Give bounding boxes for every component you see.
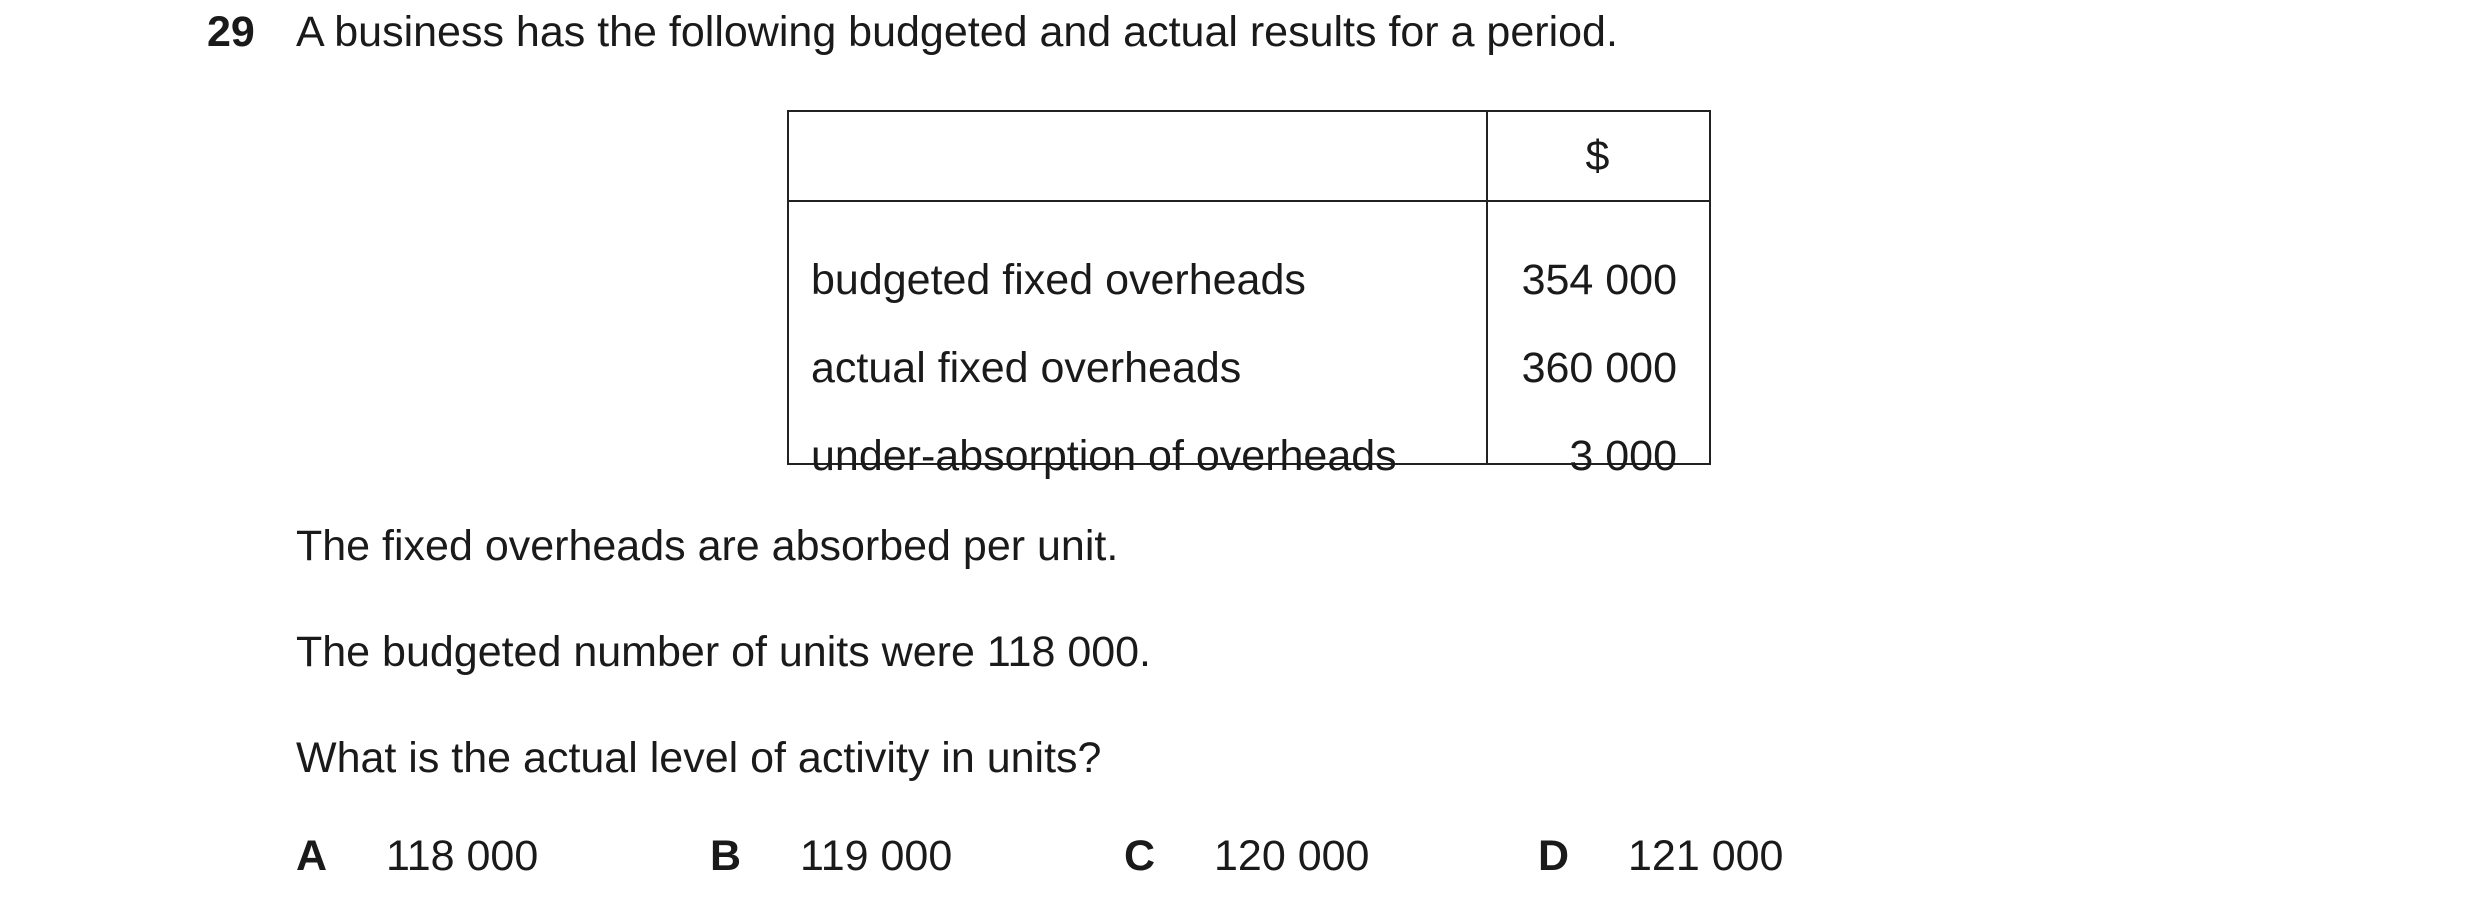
option-value: 118 000 — [386, 832, 539, 880]
option-value: 119 000 — [800, 832, 953, 880]
option-d[interactable] — [1538, 830, 1783, 882]
table-row — [789, 324, 1709, 412]
data-table — [787, 110, 1711, 480]
paragraph-question: What is the actual level of activity in units? — [296, 734, 1102, 782]
option-letter: D — [1538, 832, 1570, 880]
row-label: budgeted fixed overheads — [811, 255, 1306, 304]
option-value: 120 000 — [1214, 832, 1370, 880]
option-letter: A — [296, 832, 328, 880]
paragraph-budgeted-units: The budgeted number of units were 118 000. — [296, 628, 1152, 676]
paragraph-absorption: The fixed overheads are absorbed per unit. — [296, 522, 1119, 570]
row-value: 354 000 — [1521, 255, 1677, 304]
question-stem: A business has the following budgeted and actual results for a period. — [296, 8, 1618, 56]
row-value: 360 000 — [1521, 343, 1677, 392]
question-number: 29 — [207, 8, 255, 56]
row-value: 3 000 — [1569, 431, 1677, 480]
option-c[interactable] — [1124, 830, 1369, 882]
option-a[interactable] — [296, 830, 538, 882]
table-header-divider — [789, 200, 1709, 202]
option-b[interactable] — [710, 830, 952, 882]
table-header-currency: $ — [1585, 131, 1610, 180]
row-label: actual fixed overheads — [811, 343, 1242, 392]
option-letter: B — [710, 832, 742, 880]
option-letter: C — [1124, 832, 1156, 880]
table-row — [789, 236, 1709, 324]
row-label: under-absorption of overheads — [811, 431, 1397, 480]
option-value: 121 000 — [1628, 832, 1784, 880]
table-row — [789, 412, 1709, 500]
